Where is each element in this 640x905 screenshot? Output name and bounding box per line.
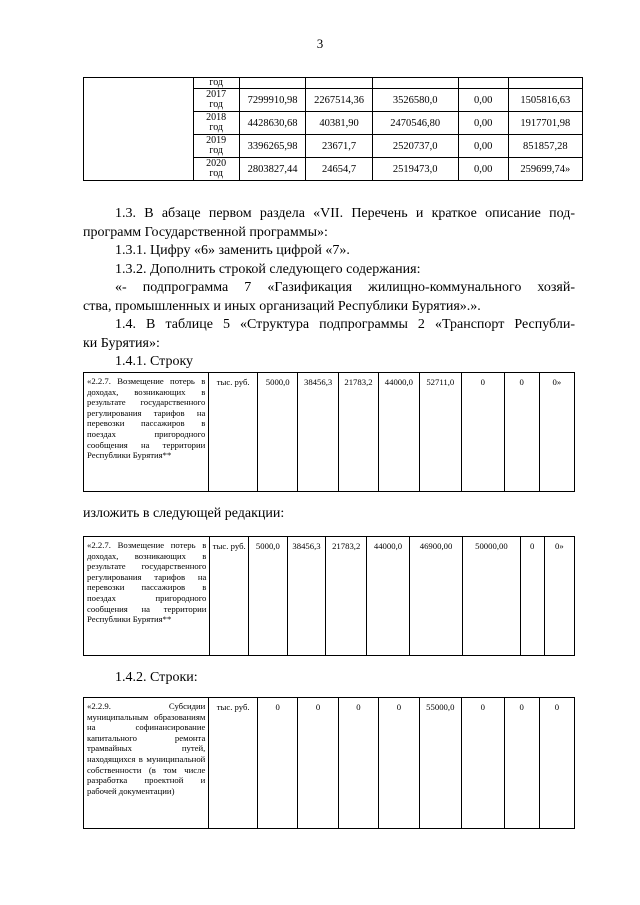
paragraph: 1.3.1. Цифру «6» заменить цифрой «7». (115, 243, 350, 258)
year-cell: 2020 год (193, 158, 239, 181)
value-cell: 24654,7 (306, 158, 373, 181)
value-cell: 3526580,0 (372, 89, 458, 112)
value-cell: 0 (504, 698, 539, 829)
table-cell-empty (84, 78, 194, 181)
value-cell: 38456,3 (287, 537, 326, 656)
value-cell: 5000,0 (249, 537, 288, 656)
paragraph: 1.4.1. Строку (115, 354, 194, 369)
table-row (84, 698, 575, 829)
value-cell: 0,00 (458, 135, 508, 158)
value-cell: 0 (504, 373, 539, 492)
value-cell: 0,00 (458, 89, 508, 112)
value-cell: 50000,00 (463, 537, 520, 656)
value-cell: 1917701,98 (508, 112, 582, 135)
unit-cell: тыс. руб. (209, 698, 258, 829)
value-cell: 2803827,44 (239, 158, 306, 181)
table-row (84, 537, 575, 656)
unit-cell: тыс. руб. (209, 373, 258, 492)
row-description: «2.2.7. Возмещение потерь в доходах, возникающих в результате государственного регулирования тарифов на перевозки пассажиров в поездах пригородного сообщения на территории Республики Бурятия** (84, 537, 210, 656)
value-cell: 0 (338, 698, 378, 829)
value-cell: 2519473,0 (372, 158, 458, 181)
funding-table (83, 77, 583, 181)
value-cell: 2470546,80 (372, 112, 458, 135)
paragraph: программ Государственной программы»: (83, 224, 328, 240)
paragraph: 1.3.2. Дополнить строкой следующего содержания: (115, 261, 421, 277)
value-cell: 46900,00 (409, 537, 462, 656)
paragraph: 1.3. В абзаце первом раздела «VII. Перечень и краткое описание под- (115, 206, 575, 221)
value-cell: 3396265,98 (239, 135, 306, 158)
value-cell: 0 (520, 537, 544, 656)
paragraph: ки Бурятия»: (83, 335, 160, 351)
row-description: «2.2.9. Субсидии муниципальным образованиям на софинансирование капитального ремонта трамвайных путей, находящихся в муниципальной собственности (в том числе разработка проектной и рабочей документации) (84, 698, 209, 829)
value-cell: 0 (462, 373, 504, 492)
row-2-2-7-old-table (83, 372, 575, 492)
value-cell: 0 (298, 698, 338, 829)
value-cell: 259699,74» (508, 158, 582, 181)
year-cell: 2019 год (193, 135, 239, 158)
value-cell: 0 (462, 698, 504, 829)
table-row (84, 373, 575, 492)
table-row (84, 78, 583, 89)
row-2-2-7-new-table (83, 536, 575, 656)
row-description: «2.2.7. Возмещение потерь в доходах, возникающих в результате государственного регулирования тарифов на перевозки пассажиров в поездах пригородного сообщения на территории Республики Бурятия** (84, 373, 209, 492)
value-cell: 7299910,98 (239, 89, 306, 112)
value-cell: 0» (544, 537, 574, 656)
value-cell: 44000,0 (379, 373, 419, 492)
value-cell: 21783,2 (338, 373, 378, 492)
row-2-2-9-table (83, 697, 575, 829)
value-cell: 0» (539, 373, 574, 492)
paragraph: изложить в следующей редакции: (83, 506, 285, 521)
value-cell: 851857,28 (508, 135, 582, 158)
value-cell: 0 (539, 698, 574, 829)
year-cell: год (193, 78, 239, 89)
paragraph: 1.4. В таблице 5 «Структура подпрограммы 2 «Транспорт Республи- (115, 317, 575, 332)
value-cell: 0 (379, 698, 419, 829)
page-number: 3 (316, 36, 324, 51)
value-cell: 2267514,36 (306, 89, 373, 112)
value-cell: 55000,0 (419, 698, 461, 829)
year-cell: 2017 год (193, 89, 239, 112)
unit-cell: тыс. руб. (210, 537, 249, 656)
value-cell: 0 (258, 698, 298, 829)
paragraph: ства, промышленных и иных организаций Республики Бурятия».». (83, 298, 481, 314)
value-cell: 5000,0 (258, 373, 298, 492)
value-cell: 0,00 (458, 112, 508, 135)
value-cell: 4428630,68 (239, 112, 306, 135)
year-cell: 2018 год (193, 112, 239, 135)
value-cell: 44000,0 (367, 537, 410, 656)
value-cell: 1505816,63 (508, 89, 582, 112)
paragraph: «- подпрограмма 7 «Газификация жилищно-коммунального хозяй- (115, 280, 575, 295)
value-cell: 38456,3 (298, 373, 338, 492)
value-cell: 0,00 (458, 158, 508, 181)
value-cell: 23671,7 (306, 135, 373, 158)
value-cell: 2520737,0 (372, 135, 458, 158)
value-cell: 21783,2 (326, 537, 367, 656)
value-cell: 52711,0 (419, 373, 461, 492)
section-1-3 (83, 205, 575, 372)
paragraph: 1.4.2. Строки: (115, 670, 198, 685)
value-cell: 40381,90 (306, 112, 373, 135)
